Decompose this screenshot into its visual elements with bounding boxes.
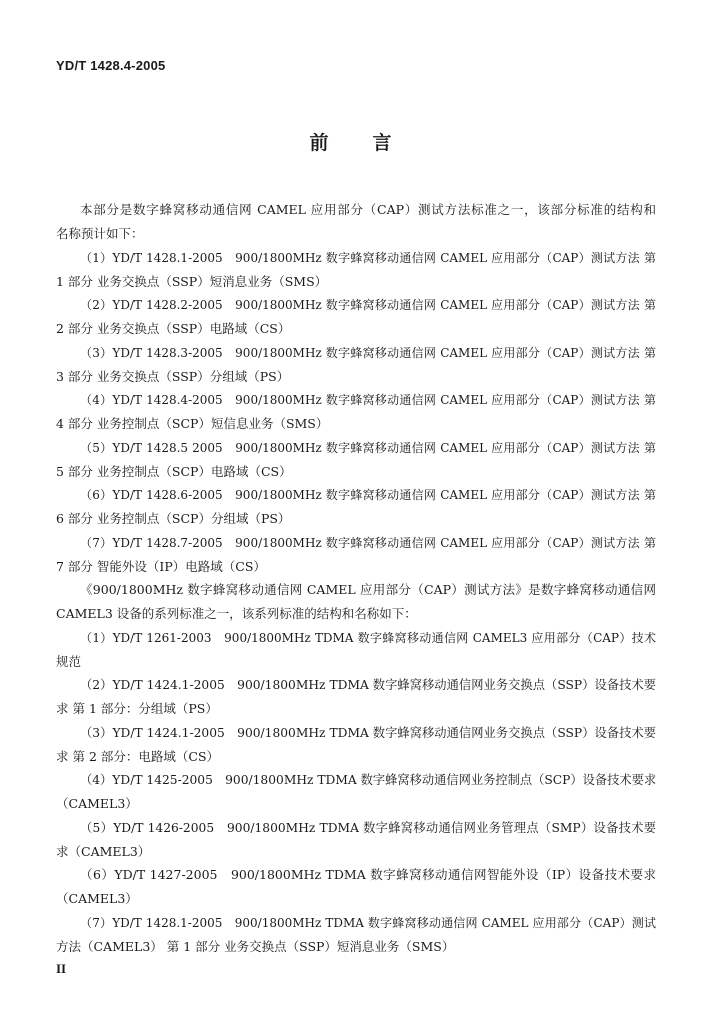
list-item-line: 2 部分 业务交换点（SSP）电路域（CS）: [56, 321, 291, 336]
list-item-line: （2）YD/T 1424.1-2005 900/1800MHz TDMA 数字蜂窝移动通信网业务交换点（SSP）设备技术要: [80, 678, 656, 692]
paragraph-line: CAMEL3 设备的系列标准之一，该系列标准的结构和名称如下：: [56, 606, 417, 621]
list-item-line: （1）YD/T 1428.1-2005 900/1800MHz 数字蜂窝移动通信网 CAMEL 应用部分（CAP）测试方法 第: [80, 251, 656, 265]
list-item-line: 6 部分 业务控制点（SCP）分组域（PS）: [56, 511, 291, 526]
list-item-line: 规范: [56, 654, 82, 669]
list-item-line: （4）YD/T 1425-2005 900/1800MHz TDMA 数字蜂窝移动通信网业务控制点（SCP）设备技术要求: [80, 773, 657, 787]
standard-code-header: YD/T 1428.4-2005: [56, 58, 166, 73]
list-item-line: （7）YD/T 1428.7-2005 900/1800MHz 数字蜂窝移动通信网 CAMEL 应用部分（CAP）测试方法 第: [80, 536, 656, 550]
title-char-2: 言: [372, 132, 392, 154]
list-item-line: 1 部分 业务交换点（SSP）短消息业务（SMS）: [56, 274, 328, 289]
list-item-line: （5）YD/T 1426-2005 900/1800MHz TDMA 数字蜂窝移动通信网业务管理点（SMP）设备技术要: [80, 821, 656, 835]
list-item-line: 求 第 2 部分：电路域（CS）: [56, 749, 220, 764]
paragraph-line: 名称预计如下：: [56, 226, 144, 241]
list-item-line: （6）YD/T 1428.6-2005 900/1800MHz 数字蜂窝移动通信网 CAMEL 应用部分（CAP）测试方法 第: [80, 488, 656, 502]
title-char-1: 前: [309, 132, 329, 154]
list-item-line: （6）YD/T 1427-2005 900/1800MHz TDMA 数字蜂窝移动通信网智能外设（IP）设备技术要求: [80, 867, 656, 882]
section-title: [0, 128, 701, 155]
list-item-line: 求（CAMEL3）: [56, 844, 151, 859]
page-number: II: [56, 961, 67, 976]
list-item-line: （7）YD/T 1428.1-2005 900/1800MHz TDMA 数字蜂窝移动通信网 CAMEL 应用部分（CAP）测试: [80, 916, 656, 930]
list-item-line: 7 部分 智能外设（IP）电路域（CS）: [56, 559, 266, 574]
list-item-line: （CAMEL3）: [56, 796, 138, 811]
list-item-line: （CAMEL3）: [56, 891, 138, 906]
list-item-line: （3）YD/T 1428.3-2005 900/1800MHz 数字蜂窝移动通信网 CAMEL 应用部分（CAP）测试方法 第: [80, 346, 656, 360]
list-item-line: 5 部分 业务控制点（SCP）电路域（CS）: [56, 464, 292, 479]
list-item-line: （5）YD/T 1428.5 2005 900/1800MHz 数字蜂窝移动通信网 CAMEL 应用部分（CAP）测试方法 第: [80, 441, 656, 455]
list-item-line: 3 部分 业务交换点（SSP）分组域（PS）: [56, 369, 290, 384]
list-item-line: （3）YD/T 1424.1-2005 900/1800MHz TDMA 数字蜂窝移动通信网业务交换点（SSP）设备技术要: [80, 726, 656, 740]
list-item-line: 4 部分 业务控制点（SCP）短信息业务（SMS）: [56, 416, 329, 431]
paragraph-line: 本部分是数字蜂窝移动通信网 CAMEL 应用部分（CAP）测试方法标准之一，该部分标准的结构和: [80, 202, 656, 217]
list-item-line: 方法（CAMEL3） 第 1 部分 业务交换点（SSP）短消息业务（SMS）: [56, 939, 455, 954]
list-item-line: （2）YD/T 1428.2-2005 900/1800MHz 数字蜂窝移动通信网 CAMEL 应用部分（CAP）测试方法 第: [80, 298, 656, 312]
list-item-line: （4）YD/T 1428.4-2005 900/1800MHz 数字蜂窝移动通信网 CAMEL 应用部分（CAP）测试方法 第: [80, 393, 656, 407]
list-item-line: （1）YD/T 1261-2003 900/1800MHz TDMA 数字蜂窝移动通信网 CAMEL3 应用部分（CAP）技术: [80, 631, 656, 645]
list-item-line: 求 第 1 部分：分组域（PS）: [56, 701, 218, 716]
paragraph-line: 《900/1800MHz 数字蜂窝移动通信网 CAMEL 应用部分（CAP）测试方法》是数字蜂窝移动通信网: [80, 582, 656, 597]
